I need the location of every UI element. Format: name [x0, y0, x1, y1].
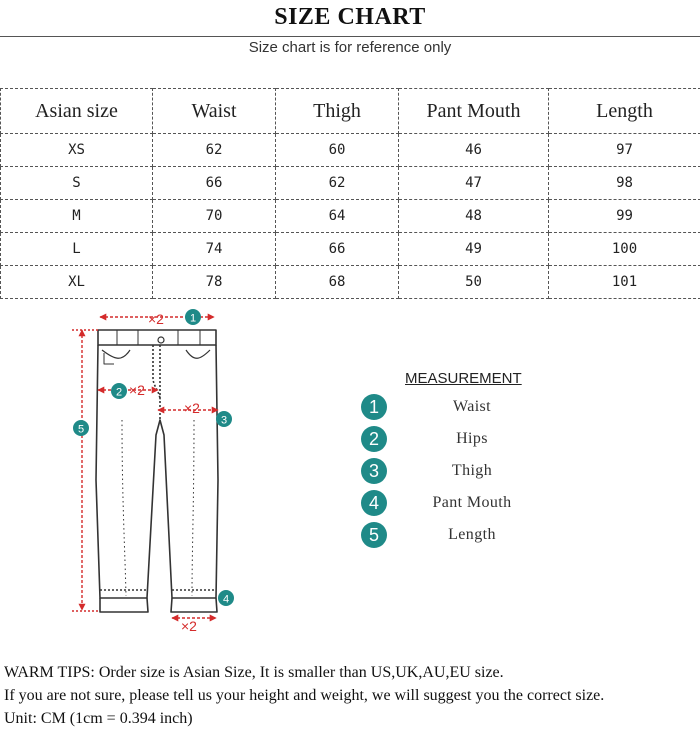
- table-cell: 47: [399, 167, 549, 200]
- badge-number: 5: [77, 423, 85, 436]
- number-badge-icon: 1: [361, 394, 387, 420]
- table-cell: 68: [276, 266, 399, 299]
- warm-tips: [4, 661, 696, 730]
- unit-note: Unit: CM (1cm = 0.394 inch): [4, 710, 193, 727]
- tips-line: If you are not sure, please tell us your height and weight, we will suggest you the correct size.: [4, 687, 605, 704]
- table-cell: 62: [153, 134, 276, 167]
- measurement-title: MEASUREMENT: [405, 370, 522, 387]
- badge-number: 4: [222, 593, 230, 606]
- table-row: [1, 200, 700, 233]
- table-cell: L: [1, 233, 153, 266]
- number-badge-icon: 2: [361, 426, 387, 452]
- table-row: [1, 167, 700, 200]
- number-badge-icon: 4: [361, 490, 387, 516]
- pants-outline: [96, 330, 218, 612]
- column-header-pant-mouth: Pant Mouth: [399, 89, 549, 134]
- tips-line: WARM TIPS: Order size is Asian Size, It is smaller than US,UK,AU,EU size.: [4, 664, 504, 681]
- badge-number: 3: [220, 414, 228, 427]
- table-cell: 101: [549, 266, 700, 299]
- column-header-length: Length: [549, 89, 700, 134]
- size-table: [0, 88, 700, 299]
- measurement-lines: [72, 317, 218, 618]
- waist-multiplier: ×2: [148, 311, 164, 327]
- column-header-asian-size: Asian size: [1, 89, 153, 134]
- legend-item-waist: [361, 394, 601, 422]
- legend-item-pant-mouth: [361, 490, 601, 518]
- button-icon: [158, 337, 164, 343]
- legend-label: Pant Mouth: [432, 494, 512, 511]
- page-subtitle: Size chart is for reference only: [248, 39, 452, 56]
- badge-length: [73, 420, 89, 436]
- table-cell: 78: [153, 266, 276, 299]
- legend-label: Length: [448, 526, 496, 543]
- badge-waist: [185, 309, 201, 325]
- table-cell: 49: [399, 233, 549, 266]
- table-cell: 64: [276, 200, 399, 233]
- page-title: SIZE CHART: [274, 4, 426, 30]
- table-cell: 100: [549, 233, 700, 266]
- badge-thigh: [216, 411, 232, 427]
- table-cell: 97: [549, 134, 700, 167]
- table-cell: 66: [153, 167, 276, 200]
- table-row: [1, 266, 700, 299]
- pants-measurement-diagram: [60, 300, 250, 640]
- table-row: [1, 233, 700, 266]
- thigh-multiplier: ×2: [184, 400, 200, 416]
- table-cell: 60: [276, 134, 399, 167]
- table-row: [1, 134, 700, 167]
- table-cell: 74: [153, 233, 276, 266]
- table-cell: 62: [276, 167, 399, 200]
- table-cell: 50: [399, 266, 549, 299]
- table-cell: 70: [153, 200, 276, 233]
- badge-number: 2: [115, 386, 123, 399]
- table-cell: 46: [399, 134, 549, 167]
- table-cell: XS: [1, 134, 153, 167]
- legend-item-thigh: [361, 458, 601, 486]
- table-cell: XL: [1, 266, 153, 299]
- legend-label: Waist: [452, 398, 492, 415]
- column-header-waist: Waist: [153, 89, 276, 134]
- table-cell: 99: [549, 200, 700, 233]
- table-header-row: [1, 89, 700, 134]
- table-cell: 66: [276, 233, 399, 266]
- legend-label: Hips: [456, 430, 488, 447]
- hips-multiplier: ×2: [129, 382, 145, 398]
- badge-number: 1: [189, 312, 197, 325]
- table-cell: 48: [399, 200, 549, 233]
- pant-mouth-multiplier: ×2: [181, 618, 197, 634]
- table-cell: S: [1, 167, 153, 200]
- column-header-thigh: Thigh: [276, 89, 399, 134]
- table-cell: 98: [549, 167, 700, 200]
- legend-item-hips: [361, 426, 601, 454]
- badge-hips: [111, 383, 127, 399]
- legend-label: Thigh: [451, 462, 493, 479]
- badge-pant-mouth: [218, 590, 234, 606]
- legend-item-length: [361, 522, 601, 550]
- title-divider: [0, 36, 700, 37]
- table-cell: M: [1, 200, 153, 233]
- number-badge-icon: 3: [361, 458, 387, 484]
- number-badge-icon: 5: [361, 522, 387, 548]
